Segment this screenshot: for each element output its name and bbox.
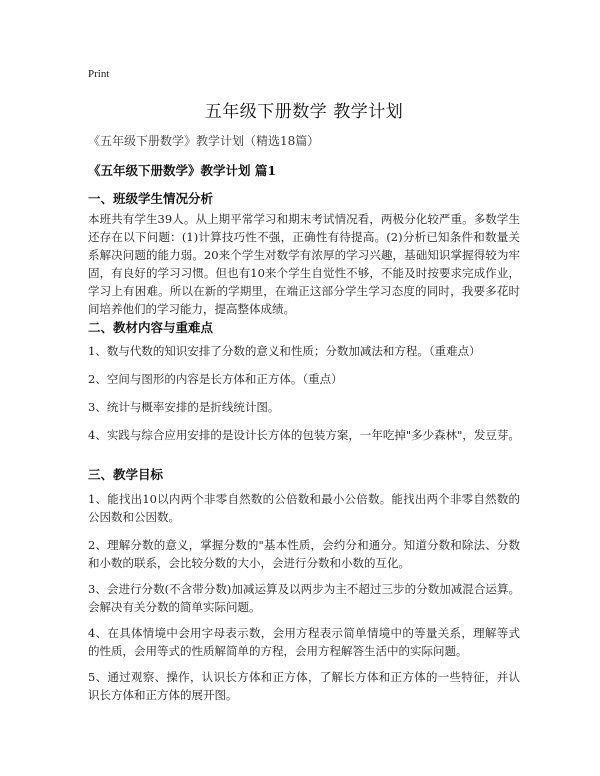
paragraph-content-4: 4、实践与综合应用安排的是设计长方体的包装方案，一年吃掉"多少森林"，发豆芽。 (88, 428, 520, 442)
paragraph-goal-5: 5、通过观察、操作，认识长方体和正方体，了解长方体和正方体的一些特征，并认识长方体和正方体的展开图。 (88, 670, 520, 702)
section-heading-goals: 三、教学目标 (88, 467, 164, 482)
paragraph-goal-1: 1、能找出10以内两个非零自然数的公倍数和最小公倍数。能找出两个非零自然数的公因数和公因数。 (88, 492, 520, 524)
paragraph-content-1: 1、数与代数的知识安排了分数的意义和性质；分数加减法和方程。（重难点） (88, 344, 481, 358)
paragraph-goal-4: 4、在具体情境中会用字母表示数，会用方程表示简单情境中的等量关系，理解等式的性质，会用等式的性质解简单的方程，会用方程解答生活中的实际问题。 (88, 626, 520, 658)
section-heading-class-analysis: 一、班级学生情况分析 (88, 191, 214, 206)
paragraph-goal-3: 3、会进行分数(不含带分数)加减运算及以两步为主不超过三步的分数加减混合运算。会解决有关分数的简单实际问题。 (88, 582, 520, 614)
paragraph-content-3: 3、统计与概率安排的是折线统计图。 (88, 400, 280, 414)
page-title: 五年级下册数学 教学计划 (204, 102, 404, 122)
print-link[interactable]: Print (88, 68, 110, 80)
paragraph-content-2: 2、空间与图形的内容是长方体和正方体。（重点） (88, 372, 343, 386)
document-subtitle: 《五年级下册数学》教学计划（精选18篇） (88, 134, 320, 148)
paragraph-goal-2: 2、理解分数的意义，掌握分数的"基本性质，会约分和通分。知道分数和除法、分数和小数的联系，会比较分数的大小，会进行分数和小数的互化。 (88, 538, 520, 570)
paragraph-class-analysis: 本班共有学生39人。从上期平常学习和期末考试情况看，两极分化较严重。多数学生还存在以下问题：(1)计算技巧性不强，正确性有待提高。(2)分析已知条件和数量关系解决问题的能力弱。20来个学生对数学有浓厚的学习兴趣，基础知识掌握得较为牢固，有良好的学习习惯。但也有10来个学生自觉性不够，不能及时按要求完成作业，学习上有困难。所以在新的学期里，在端正这部分学生学习态度的同时，我要多花时间培养他们的学习能力，提高整体成绩。 (88, 212, 520, 316)
section-heading-content: 二、教材内容与重难点 (88, 320, 214, 335)
article-heading: 《五年级下册数学》教学计划 篇1 (88, 163, 277, 178)
